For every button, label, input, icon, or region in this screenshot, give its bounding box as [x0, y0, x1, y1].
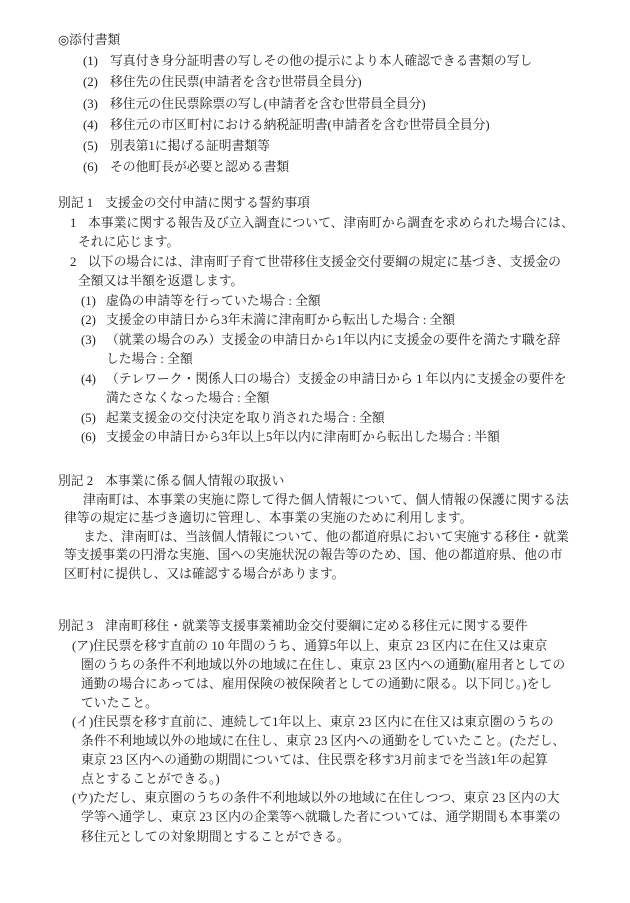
clause-line [70, 253, 592, 273]
item-text: 虚偽の申請等を行っていた場合 : 全額 [106, 293, 321, 308]
paragraph-line: 区町村に提供し、又は確認する場合があります。 [64, 566, 345, 581]
item-number: (イ) [72, 714, 94, 729]
attached-doc-item [83, 51, 592, 72]
clause-number: 2 [70, 254, 77, 269]
item-text: 写真付き身分証明書の写しその他の提示により本人確認できる書類の写し [110, 54, 533, 69]
requirement-line [72, 789, 592, 808]
requirement-line: 圏のうちの条件不利地域以外の地域に在住し、東京 23 区内への通勤(雇用者としての [81, 657, 566, 672]
item-number: (4) [81, 371, 96, 386]
sub-item-line [81, 331, 592, 351]
clause-line [70, 214, 592, 234]
item-text: （就業の場合のみ）支援金の申請日から1年以内に支援金の要件を満たす職を辞 [106, 332, 561, 347]
item-number: (ア) [72, 638, 94, 653]
item-text: ただし、東京圏のうちの条件不利地域以外の地域に在住しつつ、東京 23 区内の大 [93, 791, 560, 806]
sub-item-line [81, 292, 592, 312]
item-number: (1) [83, 54, 98, 69]
clause-line: 全額又は半額を返還します。 [78, 274, 244, 289]
clause-text: 以下の場合には、津南町子育て世帯移住支援金交付要綱の規定に基づき、支援金の [88, 254, 561, 269]
attached-doc-item [83, 94, 592, 115]
item-number: (4) [83, 117, 98, 132]
sub-item-line: した場合 : 全額 [106, 352, 193, 367]
attached-doc-item [83, 115, 592, 136]
item-number: (5) [83, 139, 98, 154]
item-number: (1) [81, 293, 96, 308]
item-text: 支援金の申請日から3年以上5年以内に津南町から転出した場合 : 半額 [106, 430, 500, 445]
paragraph-line: 津南町は、本事業の実施に際して得た個人情報について、個人情報の保護に関する法 [83, 492, 569, 507]
appendix3-heading [58, 617, 592, 636]
requirement-line: 点とすることができる。) [81, 772, 220, 787]
appendix2-heading [58, 472, 592, 491]
requirement-line: 東京 23 区内への通勤の期間については、住民票を移す3月前までを当該1年の起算 [81, 753, 548, 768]
section-attached-documents [58, 30, 592, 178]
attached-documents-heading: ◎添付書類 [58, 33, 121, 47]
item-number: (ウ) [72, 791, 94, 806]
item-number: (2) [83, 75, 98, 90]
item-text: （テレワーク・関係人口の場合）支援金の申請日から 1 年以内に支援金の要件を [106, 371, 567, 386]
item-number: (6) [81, 430, 96, 445]
clause-text: 本事業に関する報告及び立入調査について、津南町から調査を求められた場合には、 [88, 215, 574, 230]
sub-item-line [81, 428, 592, 448]
heading-number: 別記 1 [58, 196, 94, 211]
item-text: 移住元の住民票除票の写し(申請者を含む世帯員全員分) [110, 96, 426, 111]
item-number: (3) [81, 332, 96, 347]
heading-title: 津南町移住・就業等支援事業補助金交付要綱に定める移住元に関する要件 [105, 619, 528, 634]
section-appendix3 [58, 617, 592, 846]
item-text: 支援金の申請日から3年未満に津南町から転出した場合 : 全額 [106, 313, 456, 328]
section-appendix2 [58, 472, 592, 584]
attached-doc-item [83, 72, 592, 93]
item-text: 別表第1に掲げる証明書類等 [110, 139, 270, 154]
item-text: その他町長が必要と認める書類 [110, 160, 290, 175]
section-appendix1 [58, 194, 592, 448]
sub-item-line [81, 370, 592, 390]
heading-title: 支援金の交付申請に関する誓約事項 [105, 196, 310, 211]
sub-item-line [81, 311, 592, 331]
item-text: 住民票を移す直前の 10 年間のうち、通算5年以上、東京 23 区内に在住又は東京 [93, 638, 548, 653]
appendix1-heading [58, 194, 592, 214]
requirement-line: 移住元としての対象期間とすることができる。 [81, 829, 350, 844]
requirement-line: 条件不利地域以外の地域に在住し、東京 23 区内への通勤をしていたこと。(ただし、 [81, 734, 566, 749]
requirement-line: 通勤の場合にあっては、雇用保険の被保険者としての通勤に限る。以下同じ。)をし [81, 676, 553, 691]
heading-number: 別記 3 [58, 619, 94, 634]
attached-doc-item [83, 157, 592, 178]
paragraph-line: 律等の規定に基づき適切に管理し、本事業の実施のために利用します。 [64, 511, 473, 526]
clause-number: 1 [70, 215, 77, 230]
item-number: (5) [81, 410, 96, 425]
attached-doc-item [83, 136, 592, 157]
paragraph-line: 等支援事業の円滑な実施、国への実施状況の報告等のため、国、他の都道府県、他の市 [64, 548, 563, 563]
item-number: (2) [81, 313, 96, 328]
requirement-line [72, 637, 592, 656]
requirement-line [72, 713, 592, 732]
item-number: (3) [83, 96, 98, 111]
requirement-line: ていたこと。 [81, 695, 158, 710]
item-text: 移住先の住民票(申請者を含む世帯員全員分) [110, 75, 362, 90]
heading-title: 本事業に係る個人情報の取扱い [105, 473, 285, 488]
item-text: 住民票を移す直前に、連続して1年以上、東京 23 区内に在住又は東京圏のうちの [93, 714, 554, 729]
item-text: 起業支援金の交付決定を取り消された場合 : 全額 [106, 410, 385, 425]
item-number: (6) [83, 160, 98, 175]
sub-item-line [81, 409, 592, 429]
heading-number: 別記 2 [58, 473, 94, 488]
requirement-line: 学等へ通学し、東京 23 区内の企業等へ就職した者については、通学期間も本事業の [81, 810, 561, 825]
item-text: 移住元の市区町村における納税証明書(申請者を含む世帯員全員分) [110, 117, 490, 132]
paragraph-line: また、津南町は、当該個人情報について、他の都道府県において実施する移住・就業 [83, 529, 569, 544]
sub-item-line: 満たさなくなった場合 : 全額 [106, 391, 270, 406]
clause-line: それに応じます。 [78, 235, 180, 250]
